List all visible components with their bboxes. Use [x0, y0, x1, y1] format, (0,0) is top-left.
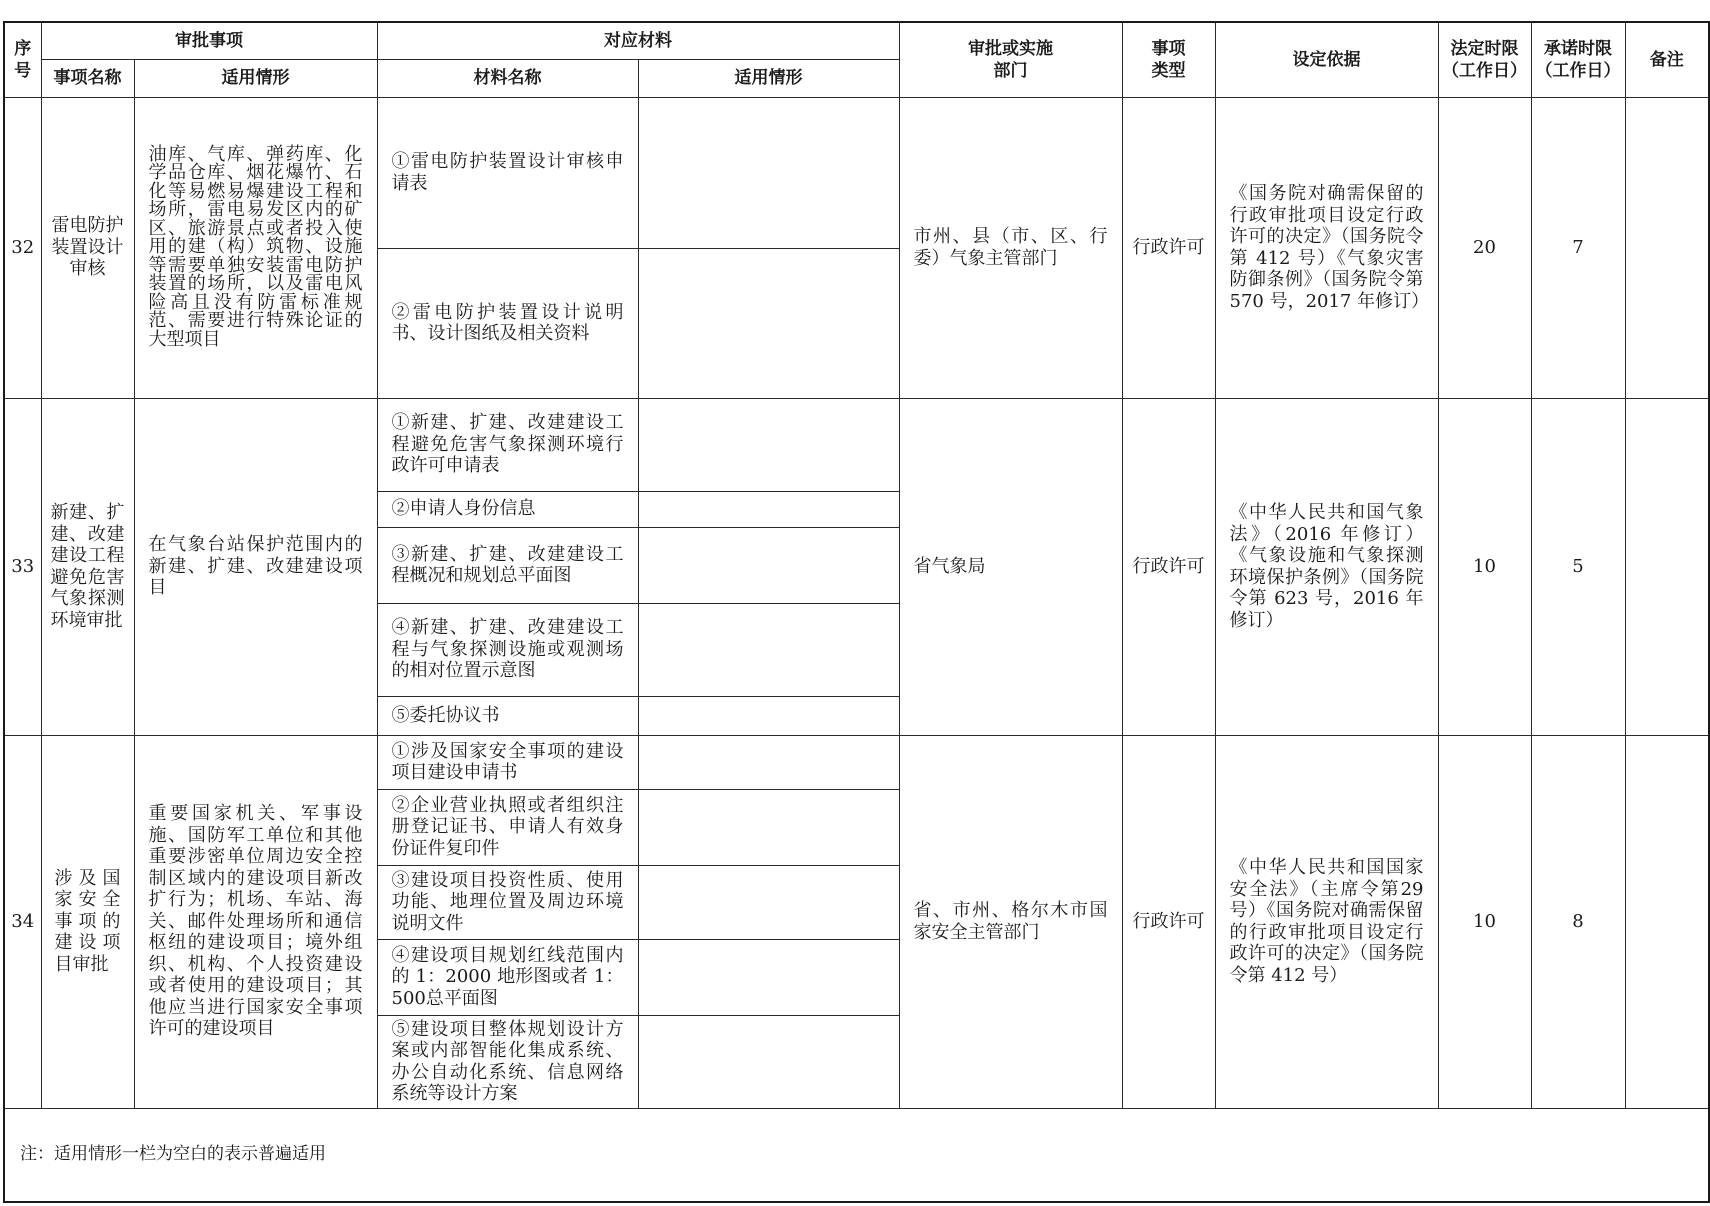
material-name: ⑤建设项目整体规划设计方案或内部智能化集成系统、办公自动化系统、信息网络系统等设计方案 — [377, 1015, 638, 1108]
row-item-scope: 在气象台站保护范围内的新建、扩建、改建建设项目 — [134, 398, 377, 735]
material-name: ①新建、扩建、改建建设工程避免危害气象探测环境行政许可申请表 — [377, 398, 638, 491]
material-name: ⑤委托协议书 — [377, 696, 638, 735]
header-promise-limit: 承诺时限（工作日） — [1531, 22, 1625, 97]
row-promise-days: 5 — [1531, 398, 1625, 735]
header-basis: 设定依据 — [1215, 22, 1438, 97]
row-legal-days: 10 — [1438, 398, 1531, 735]
row-seq: 34 — [4, 735, 41, 1108]
material-name: ②申请人身份信息 — [377, 491, 638, 527]
material-scope — [638, 248, 899, 398]
row-item-type: 行政许可 — [1122, 735, 1215, 1108]
material-scope — [638, 603, 899, 696]
header-seq: 序号 — [4, 22, 41, 97]
table-note: 注：适用情形一栏为空白的表示普遍适用 — [4, 1108, 1709, 1202]
material-scope — [638, 527, 899, 603]
row-basis: 《中华人民共和国国家安全法》（主席令第29号）《国务院对确需保留的行政审批项目设定行政许可的决定》（国务院令第 412 号） — [1215, 735, 1438, 1108]
material-scope — [638, 696, 899, 735]
row-item-scope: 重要国家机关、军事设施、国防军工单位和其他重要涉密单位周边安全控制区域内的建设项目新改扩行为；机场、车站、海关、邮件处理场所和通信枢纽的建设项目；境外组织、机构、个人投资建设或者使用的建设项目；其他应当进行国家安全事项许可的建设项目 — [134, 735, 377, 1108]
material-scope — [638, 735, 899, 789]
material-scope — [638, 865, 899, 939]
header-item-name: 事项名称 — [41, 59, 134, 97]
row-promise-days: 7 — [1531, 97, 1625, 398]
row-remarks — [1625, 97, 1709, 398]
row-item-scope: 油库、气库、弹药库、化学品仓库、烟花爆竹、石化等易燃易爆建设工程和场所，雷电易发区内的矿区、旅游景点或者投入使用的建（构）筑物、设施等需要单独安装雷电防护装置的场所，以及雷电风险高且没有防雷标准规范、需要进行特殊论证的大型项目 — [134, 97, 377, 398]
header-item-scope: 适用情形 — [134, 59, 377, 97]
header-material-name: 材料名称 — [377, 59, 638, 97]
material-name: ④新建、扩建、改建建设工程与气象探测设施或观测场的相对位置示意图 — [377, 603, 638, 696]
row-seq: 32 — [4, 97, 41, 398]
row-basis: 《国务院对确需保留的行政审批项目设定行政许可的决定》（国务院令第 412 号）《气象灾害防御条例》（国务院令第 570 号，2017 年修订） — [1215, 97, 1438, 398]
row-seq: 33 — [4, 398, 41, 735]
material-name: ②企业营业执照或者组织注册登记证书、申请人有效身份证件复印件 — [377, 789, 638, 865]
row-basis: 《中华人民共和国气象法》（2016 年修订）《气象设施和气象探测环境保护条例》（国务院令第 623 号，2016 年修订） — [1215, 398, 1438, 735]
row-department: 市州、县（市、区、行委）气象主管部门 — [899, 97, 1122, 398]
row-item-type: 行政许可 — [1122, 97, 1215, 398]
table-row — [4, 735, 1709, 789]
header-type: 事项类型 — [1122, 22, 1215, 97]
table-row — [4, 97, 1709, 248]
table-row — [4, 398, 1709, 491]
header-approval-item: 审批事项 — [41, 22, 377, 59]
material-name: ③建设项目投资性质、使用功能、地理位置及周边环境说明文件 — [377, 865, 638, 939]
row-remarks — [1625, 398, 1709, 735]
row-item-name: 雷电防护装置设计审核 — [41, 97, 134, 398]
row-item-type: 行政许可 — [1122, 398, 1215, 735]
header-row-1 — [4, 22, 1709, 59]
material-scope — [638, 1015, 899, 1108]
material-scope — [638, 97, 899, 248]
material-name: ①涉及国家安全事项的建设项目建设申请书 — [377, 735, 638, 789]
header-material-scope: 适用情形 — [638, 59, 899, 97]
row-item-name: 涉及国家安全事项的建设项目审批 — [41, 735, 134, 1108]
header-materials: 对应材料 — [377, 22, 899, 59]
material-scope — [638, 398, 899, 491]
note-row — [4, 1108, 1709, 1202]
row-remarks — [1625, 735, 1709, 1108]
material-name: ④建设项目规划红线范围内的 1：2000 地形图或者 1：500总平面图 — [377, 939, 638, 1015]
row-promise-days: 8 — [1531, 735, 1625, 1108]
row-department: 省、市州、格尔木市国家安全主管部门 — [899, 735, 1122, 1108]
material-name: ②雷电防护装置设计说明书、设计图纸及相关资料 — [377, 248, 638, 398]
material-name: ③新建、扩建、改建建设工程概况和规划总平面图 — [377, 527, 638, 603]
header-remarks: 备注 — [1625, 22, 1709, 97]
row-legal-days: 10 — [1438, 735, 1531, 1108]
header-legal-limit: 法定时限（工作日） — [1438, 22, 1531, 97]
material-scope — [638, 789, 899, 865]
row-item-name: 新建、扩建、改建建设工程避免危害气象探测环境审批 — [41, 398, 134, 735]
row-legal-days: 20 — [1438, 97, 1531, 398]
header-department: 审批或实施部门 — [899, 22, 1122, 97]
material-name: ①雷电防护装置设计审核申请表 — [377, 97, 638, 248]
material-scope — [638, 939, 899, 1015]
approval-items-table — [3, 21, 1710, 1203]
material-scope — [638, 491, 899, 527]
row-department: 省气象局 — [899, 398, 1122, 735]
